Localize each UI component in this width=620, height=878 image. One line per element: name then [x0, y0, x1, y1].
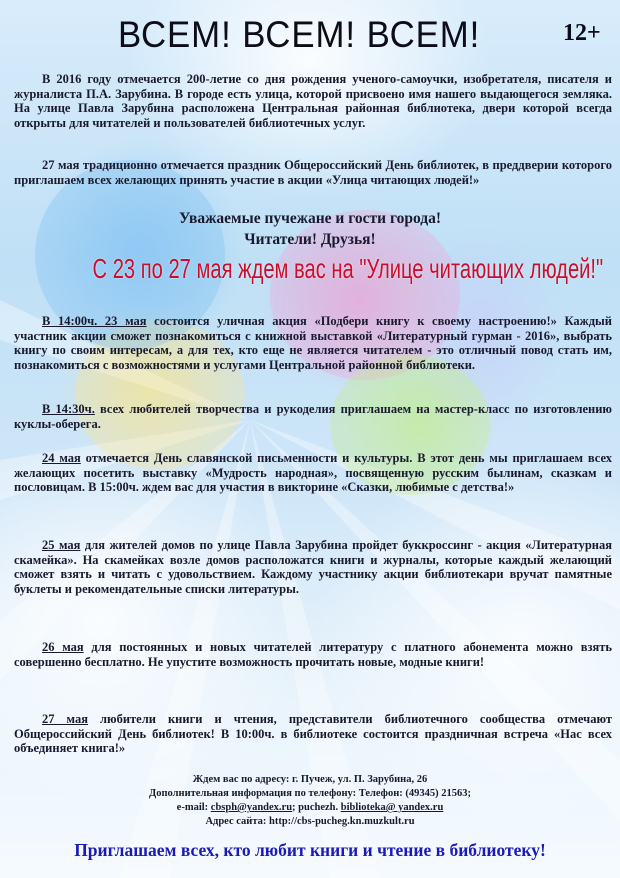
intro-paragraph-2: 27 мая традиционно отмечается праздник Общероссийский День библиотек, в преддверии которого приглашаем всех желающих принять участие в акции «Улица читающих людей!»	[14, 158, 612, 187]
email-separator: ; puchezh.	[292, 802, 341, 813]
event-paragraph-4	[14, 538, 612, 596]
event-3-text: отмечается День славянской письменности и культуры. В этот день мы приглашаем всех желающих посетить выставку «Мудрость народная», посвященную русским былинам, сказкам и пословицам. В 15:00ч. ждем вас для участия в викторине «Сказки, любимые с детства!»	[14, 451, 612, 495]
event-paragraph-5	[14, 640, 612, 669]
contact-address: Ждем вас по адресу: г. Пучеж, ул. П. Зарубина, 26	[192, 774, 428, 785]
email-link-2[interactable]: biblioteka@ yandex.ru	[340, 802, 444, 813]
contact-phone: Дополнительная информация по телефону: Телефон: (49345) 21563;	[149, 788, 471, 799]
event-2-date: В 14:30ч.	[42, 402, 95, 416]
greeting-line-2: Читатели! Друзья!	[244, 231, 376, 248]
event-paragraph-3	[14, 451, 612, 495]
event-3-date: 24 мая	[42, 451, 81, 465]
event-1-date: В 14:00ч. 23 мая	[42, 314, 147, 328]
event-paragraph-1	[14, 314, 612, 372]
event-4-date: 25 мая	[42, 538, 81, 552]
event-paragraph-6	[14, 712, 612, 756]
intro-paragraph-1: В 2016 году отмечается 200-летие со дня рождения ученого-самоучки, изобретателя, писателя и журналиста П.А. Зарубина. В городе есть улица, которой присвоено имя нашего выдающегося земляка. На улице Павла Зарубина расположена Центральная районная библиотека, двери которой всегда открыты для читателей и пользователей библиотечных услуг.	[14, 72, 612, 130]
event-dates-headline: С 23 по 27 мая ждем вас на "Улице читающих людей!"	[92, 253, 604, 284]
event-5-text: для постоянных и новых читателей литературу с платного абонемента можно взять совершенно бесплатно. Не упустите возможность прочитать новые, модные книги!	[14, 640, 612, 669]
contact-site[interactable]: Адрес сайта: http://cbs-pucheg.kn.muzkult.ru	[205, 816, 415, 827]
email-label: e-mail:	[176, 802, 211, 813]
event-4-text: для жителей домов по улице Павла Зарубина пройдет буккроссинг - акция «Литературная скамейка». На скамейках возле домов расположатся книги и журналы, которые каждый желающий сможет взять и читать с удовольствием. Каждому участнику акции библиотекари вручат памятные буклеты и рекомендательные списки литературы.	[14, 538, 612, 596]
event-6-text: любители книги и чтения, представители библиотечного сообщества отмечают Общероссийский День библиотек! В 10:00ч. в библиотеке состоится праздничная встреча «Нас всех объединяет книга!»	[14, 712, 612, 756]
greeting-line-1: Уважаемые пучежане и гости города!	[178, 210, 442, 227]
event-2-text: всех любителей творчества и рукоделия приглашаем на мастер-класс по изготовлению куклы-оберега.	[14, 402, 612, 431]
event-1-text: состоится уличная акция «Подбери книгу к своему настроению!» Каждый участник акции сможет познакомиться с книжной выставкой «Литературный гурман - 2016», выбрать книгу по своим интересам, а для тех, кто еще не является читателем - это отличный повод стать им, познакомиться с возможностями и услугами Центральной районной библиотеки.	[14, 314, 612, 372]
event-paragraph-2	[14, 402, 612, 431]
event-5-date: 26 мая	[42, 640, 84, 654]
footer-invitation: Приглашаем всех, кто любит книги и чтение в библиотеку!	[74, 840, 546, 860]
email-link-1[interactable]: cbsph@yandex.ru	[210, 802, 293, 813]
age-rating-badge: 12+	[563, 20, 601, 46]
contact-email	[0, 801, 620, 814]
poster-headline: ВСЕМ! ВСЕМ! ВСЕМ!	[118, 14, 481, 55]
event-6-date: 27 мая	[42, 712, 88, 726]
